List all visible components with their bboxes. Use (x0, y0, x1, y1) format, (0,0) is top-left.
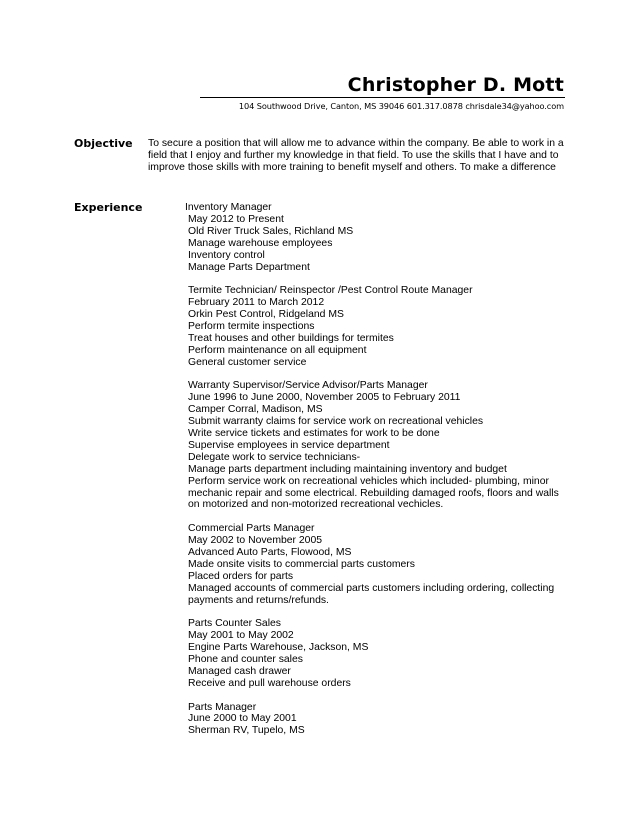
job-duty: Submit warranty claims for service work on recreational vehicles (188, 416, 484, 428)
job-duty: Placed orders for parts (188, 570, 294, 582)
job-dates: May 2001 to May 2002 (188, 630, 294, 642)
job-duty: Supervise employees in service department (188, 439, 390, 451)
job-title: Commercial Parts Manager (188, 523, 315, 535)
job-title: Inventory Manager (185, 202, 272, 213)
job-duty: Delegate work to service technicians- (188, 451, 361, 463)
job-employer: Engine Parts Warehouse, Jackson, MS (188, 642, 369, 654)
job-employer: Sherman RV, Tupelo, MS (188, 725, 305, 737)
job-title: Warranty Supervisor/Service Advisor/Parts Manager (188, 380, 428, 392)
contact-info: 104 Southwood Drive, Canton, MS 39046 601.317.0878 chrisdale34@yahoo.com (238, 101, 564, 111)
job-duty: Manage parts department including maintaining inventory and budget (188, 463, 507, 475)
job-title: Termite Technician/ Reinspector /Pest Control Route Manager (188, 285, 473, 297)
job-duty: Manage Parts Department (188, 261, 310, 273)
job-duty: Perform maintenance on all equipment (188, 344, 367, 356)
job-dates: June 1996 to June 2000, November 2005 to February 2011 (188, 392, 461, 404)
job-dates: February 2011 to March 2012 (188, 297, 325, 309)
job-title: Parts Manager (188, 701, 257, 713)
job-duty: Perform service work on recreational vehicles which included- plumbing, minor mechanic repair and some electrical. Rebuilding damaged roofs, floors and walls on motorized and non-motorized recreational vechicles. (188, 475, 559, 511)
job-duty: Made onsite visits to commercial parts customers (188, 558, 415, 570)
job-dates: May 2012 to Present (188, 213, 284, 225)
experience-heading: Experience (74, 201, 143, 214)
job-entry (188, 618, 568, 689)
job-employer: Advanced Auto Parts, Flowood, MS (188, 546, 352, 558)
job-dates: May 2002 to November 2005 (188, 535, 323, 547)
job-title: Parts Counter Sales (188, 618, 281, 630)
job-duty: Treat houses and other buildings for termites (188, 332, 394, 344)
job-dates: June 2000 to May 2001 (188, 713, 297, 725)
job-duty: Managed accounts of commercial parts customers including ordering, collecting payments and returns/refunds. (188, 582, 555, 606)
job-duty: Inventory control (188, 249, 265, 261)
job-duty: Phone and counter sales (188, 654, 303, 665)
job-duty: Receive and pull warehouse orders (188, 677, 351, 689)
job-duty: Managed cash drawer (188, 665, 291, 677)
header-divider (200, 97, 565, 98)
job-entry (188, 285, 568, 368)
job-entry (188, 702, 568, 738)
resume-name: Christopher D. Mott (347, 74, 564, 96)
job-entry (188, 380, 568, 511)
job-entry (185, 202, 568, 273)
job-duty: General customer service (188, 356, 307, 368)
objective-heading: Objective (74, 137, 133, 150)
job-duty: Manage warehouse employees (188, 237, 333, 249)
job-employer: Orkin Pest Control, Ridgeland MS (188, 309, 344, 321)
job-employer: Old River Truck Sales, Richland MS (188, 225, 354, 237)
job-entry (188, 523, 568, 606)
job-duty: Perform termite inspections (188, 320, 315, 332)
job-employer: Camper Corral, Madison, MS (188, 404, 323, 416)
experience-list (185, 202, 568, 749)
objective-text: To secure a position that will allow me to advance within the company. Be able to work in a field that I enjoy and further my knowledge in that field. To use the skills that I have and to improve those skills with more training to benefit myself and others. To make a difference (148, 138, 564, 174)
job-duty: Write service tickets and estimates for work to be done (188, 428, 440, 439)
